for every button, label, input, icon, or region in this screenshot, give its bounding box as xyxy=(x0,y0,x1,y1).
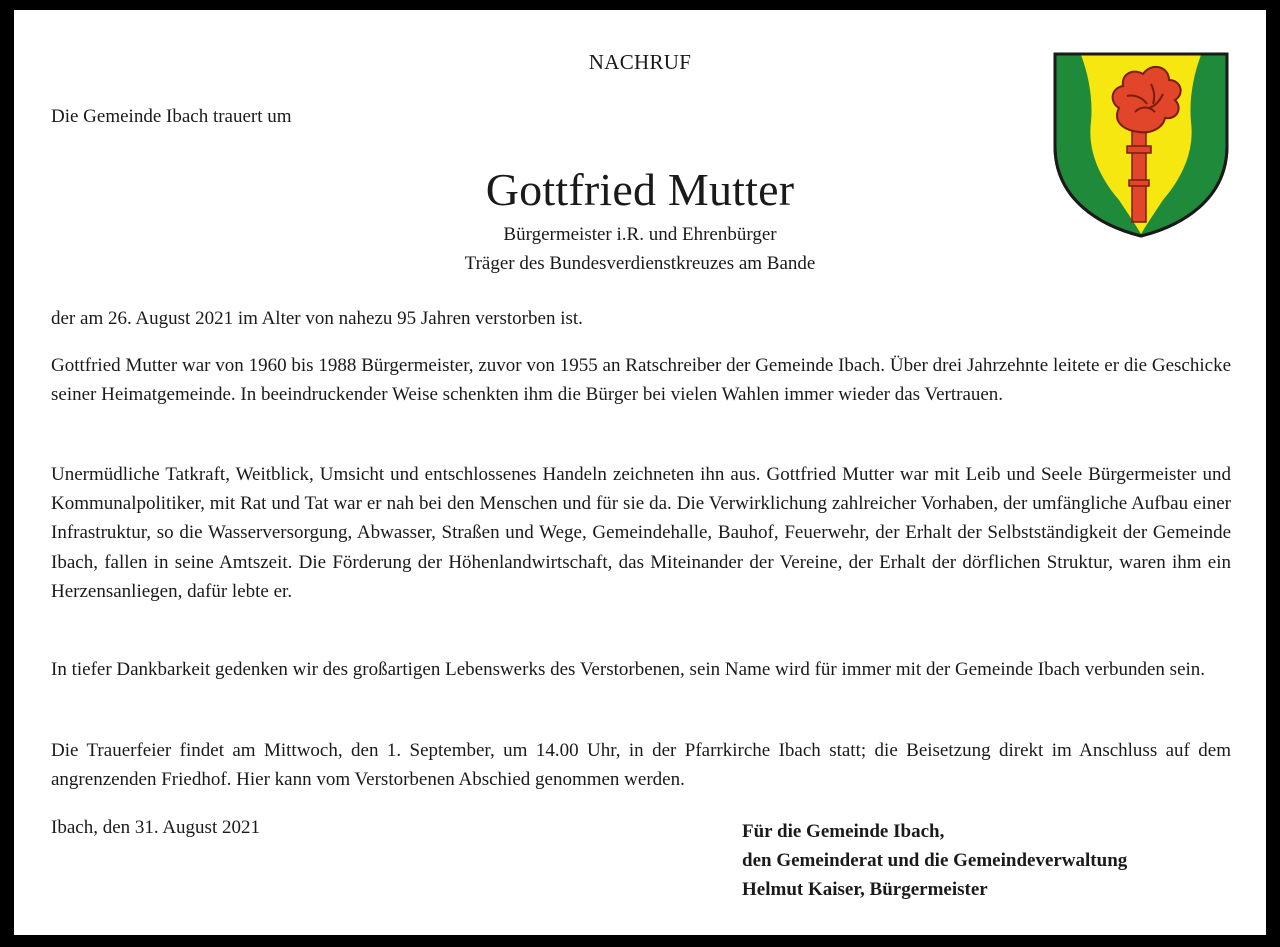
subtitle-award: Träger des Bundesverdienstkreuzes am Bande xyxy=(464,253,816,274)
place-and-date: Ibach, den 31. August 2021 xyxy=(51,817,260,838)
notice-heading: NACHRUF xyxy=(588,50,692,74)
signature-block xyxy=(742,817,1127,905)
achievements-paragraph: Unermüdliche Tatkraft, Weitblick, Umsicht und entschlossenes Handeln zeichneten ihn aus. Gottfried Mutter war mit Leib und Seele Bürgermeister und Kommunalpolitiker, mit Rat und Tat war er nah bei den Menschen und für sie da. Die Verwirklichung zahlreicher Vorhaben, der umfängliche Aufbau einer Infrastruktur, so die Wasserversorgung, Abwasser, Straßen und Wege, Gemeindehalle, Bauhof, Feuerwehr, der Erhalt der Selbstständigkeit der Gemeinde Ibach, fallen in seine Amtszeit. Die Förderung der Höhenlandwirtschaft, das Miteinander der Vereine, der Erhalt der dörflichen Struktur, waren ihm ein Herzensanliegen, dafür lebte er. xyxy=(51,464,1231,602)
deceased-name: Gottfried Mutter xyxy=(485,164,795,215)
intro-line: Die Gemeinde Ibach trauert um xyxy=(51,106,292,127)
funeral-paragraph: Die Trauerfeier findet am Mittwoch, den 1. September, um 14.00 Uhr, in der Pfarrkirche Ibach statt; die Beisetzung direkt im Anschluss auf dem angrenzenden Friedhof. Hier kann vom Verstorbenen Abschied genommen werden. xyxy=(51,740,1231,791)
signature-line: Helmut Kaiser, Bürgermeister xyxy=(742,879,988,901)
subtitle-office: Bürgermeister i.R. und Ehrenbürger xyxy=(503,224,777,245)
career-paragraph: Gottfried Mutter war von 1960 bis 1988 Bürgermeister, zuvor von 1955 an Ratschreiber der Gemeinde Ibach. Über drei Jahrzehnte leitete er die Geschicke seiner Heimatgemeinde. In beeindruckender Weise schenkten ihm die Bürger bei vielen Wahlen immer wieder das Vertrauen. xyxy=(51,355,1231,406)
coat-of-arms-icon xyxy=(1051,50,1231,240)
gratitude-paragraph: In tiefer Dankbarkeit gedenken wir des großartigen Lebenswerks des Verstorbenen, sein Name wird für immer mit der Gemeinde Ibach verbunden sein. xyxy=(51,659,1206,680)
signature-line: den Gemeinderat und die Gemeindeverwaltung xyxy=(742,850,1128,872)
signature-line: Für die Gemeinde Ibach, xyxy=(742,821,945,842)
death-notice-paragraph: der am 26. August 2021 im Alter von nahezu 95 Jahren verstorben ist. xyxy=(51,308,583,329)
obituary-notice xyxy=(14,10,1266,935)
